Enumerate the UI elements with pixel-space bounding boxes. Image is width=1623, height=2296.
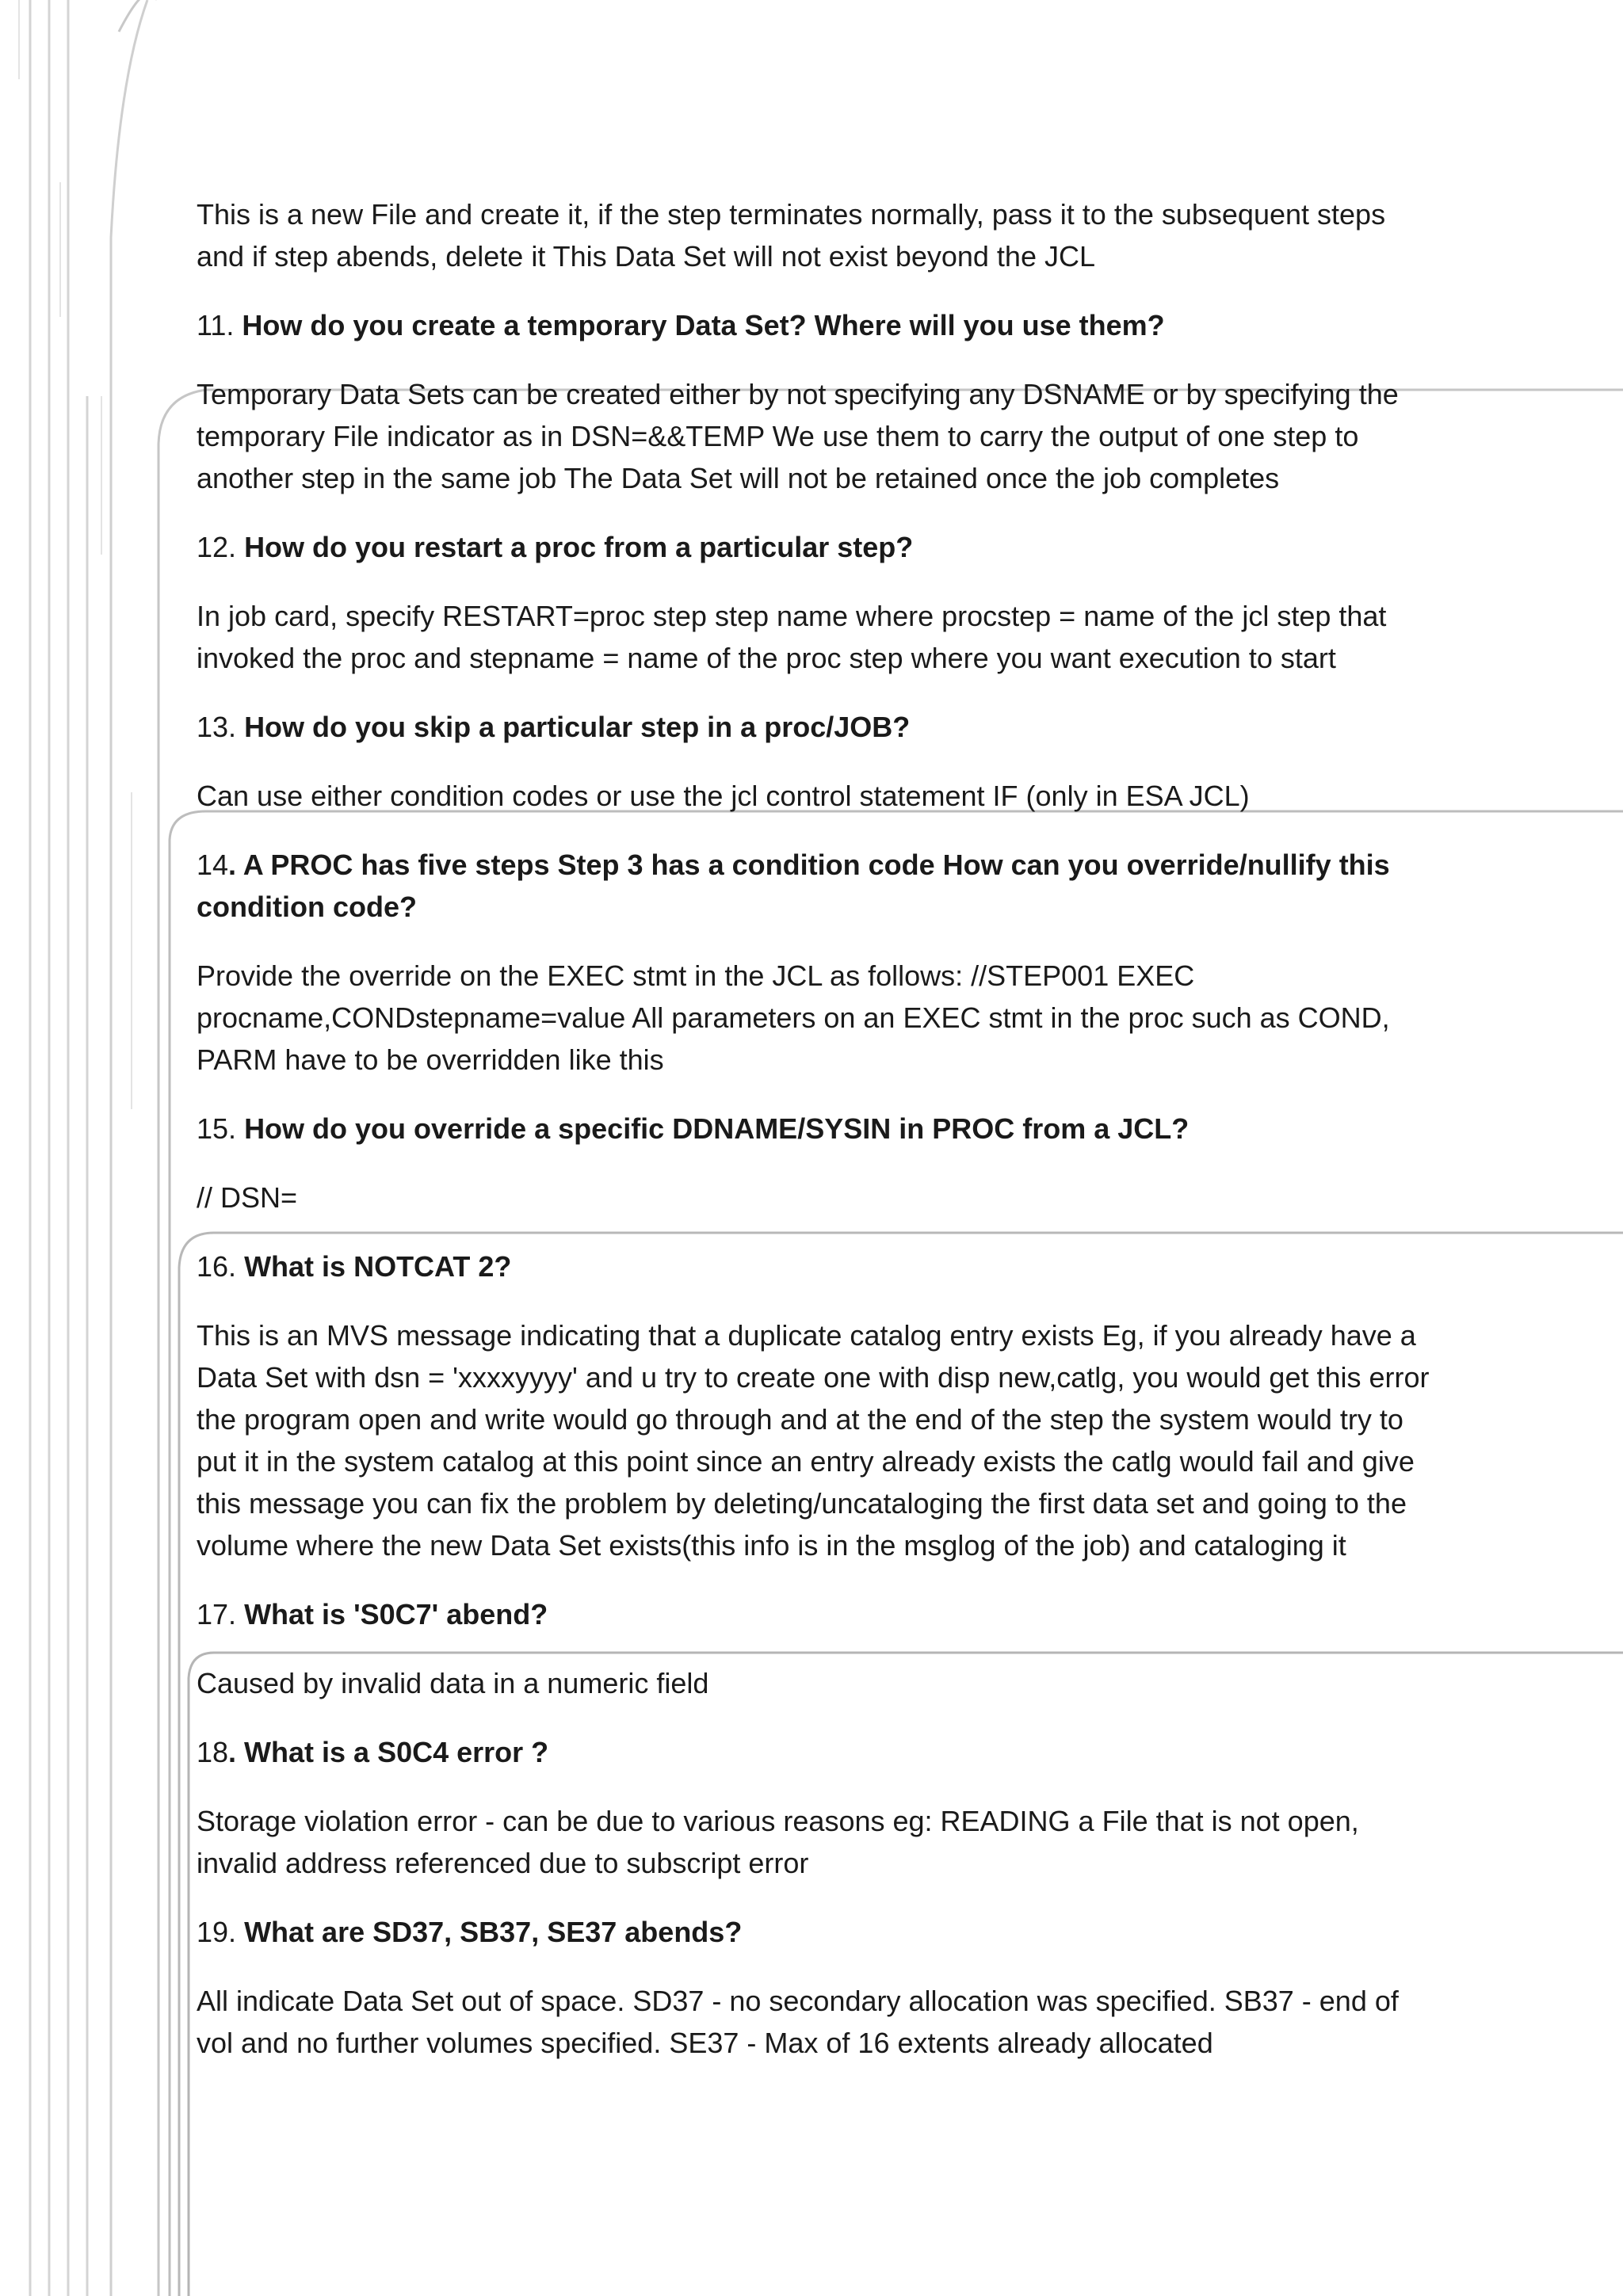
- answer-16: This is an MVS message indicating that a duplicate catalog entry exists Eg, if you already have a Data Set with dsn = 'xxxxyyyy' and u try to create one with disp new,catlg, you would get this error the program open and write would go through and at the end of the step the system would try to put it in the system catalog at this point since an entry already exists the catlg would fail and give this message you can fix the problem by deleting/uncataloging the first data set and going to the volume where the new Data Set exists(this info is in the msglog of the job) and cataloging it: [197, 1319, 1430, 1562]
- answer-11: Temporary Data Sets can be created either by not specifying any DSNAME or by specifying the temporary File indicator as in DSN=&&TEMP We use them to carry the output of one step to another step in the same job The Data Set will not be retained once the job completes: [197, 378, 1399, 494]
- question-13: [197, 706, 1433, 748]
- question-text: What is NOTCAT 2?: [244, 1250, 512, 1283]
- answer-13: Can use either condition codes or use the jcl control statement IF (only in ESA JCL): [197, 780, 1250, 812]
- question-number: 13.: [197, 711, 237, 743]
- answer-17: Caused by invalid data in a numeric field: [197, 1667, 709, 1699]
- document-body: [197, 193, 1433, 2091]
- answer-15: // DSN=: [197, 1181, 298, 1214]
- question-number: 17.: [197, 1598, 237, 1630]
- question-text: What is 'S0C7' abend?: [244, 1598, 548, 1630]
- question-18: [197, 1731, 1433, 1773]
- question-number: 11.: [197, 309, 235, 341]
- question-text: How do you create a temporary Data Set? Where will you use them?: [242, 309, 1165, 341]
- question-14: [197, 844, 1433, 928]
- question-text: How do you restart a proc from a particular step?: [244, 531, 914, 563]
- question-number: 15.: [197, 1112, 237, 1145]
- question-number: 12.: [197, 531, 237, 563]
- question-11: [197, 304, 1433, 346]
- question-text: How do you override a specific DDNAME/SYSIN in PROC from a JCL?: [244, 1112, 1190, 1145]
- answer-18: Storage violation error - can be due to various reasons eg: READING a File that is not open, invalid address referenced due to subscript error: [197, 1805, 1359, 1879]
- question-15: [197, 1108, 1433, 1150]
- question-number: 19.: [197, 1916, 237, 1948]
- question-12: [197, 526, 1433, 568]
- question-number: 18: [197, 1736, 229, 1768]
- answer-19: All indicate Data Set out of space. SD37 - no secondary allocation was specified. SB37 - end of vol and no further volumes specified. SE37 - Max of 16 extents already allocated: [197, 1985, 1399, 2059]
- question-17: [197, 1593, 1433, 1635]
- question-text: . A PROC has five steps Step 3 has a condition code How can you override/nullify this condition code?: [197, 849, 1390, 923]
- question-text: . What is a S0C4 error ?: [228, 1736, 549, 1768]
- answer-10: This is a new File and create it, if the step terminates normally, pass it to the subsequent steps and if step abends, delete it This Data Set will not exist beyond the JCL: [197, 198, 1386, 273]
- question-text: How do you skip a particular step in a proc/JOB?: [244, 711, 911, 743]
- question-16: [197, 1245, 1433, 1287]
- question-number: 16.: [197, 1250, 237, 1283]
- answer-14: Provide the override on the EXEC stmt in the JCL as follows: //STEP001 EXEC procname,CONDstepname=value All parameters on an EXEC stmt in the proc such as COND, PARM have to be overridden like this: [197, 959, 1390, 1076]
- question-19: [197, 1911, 1433, 1953]
- question-number: 14: [197, 849, 229, 881]
- question-text: What are SD37, SB37, SE37 abends?: [244, 1916, 743, 1948]
- answer-12: In job card, specify RESTART=proc step step name where procstep = name of the jcl step that invoked the proc and stepname = name of the proc step where you want execution to start: [197, 600, 1387, 674]
